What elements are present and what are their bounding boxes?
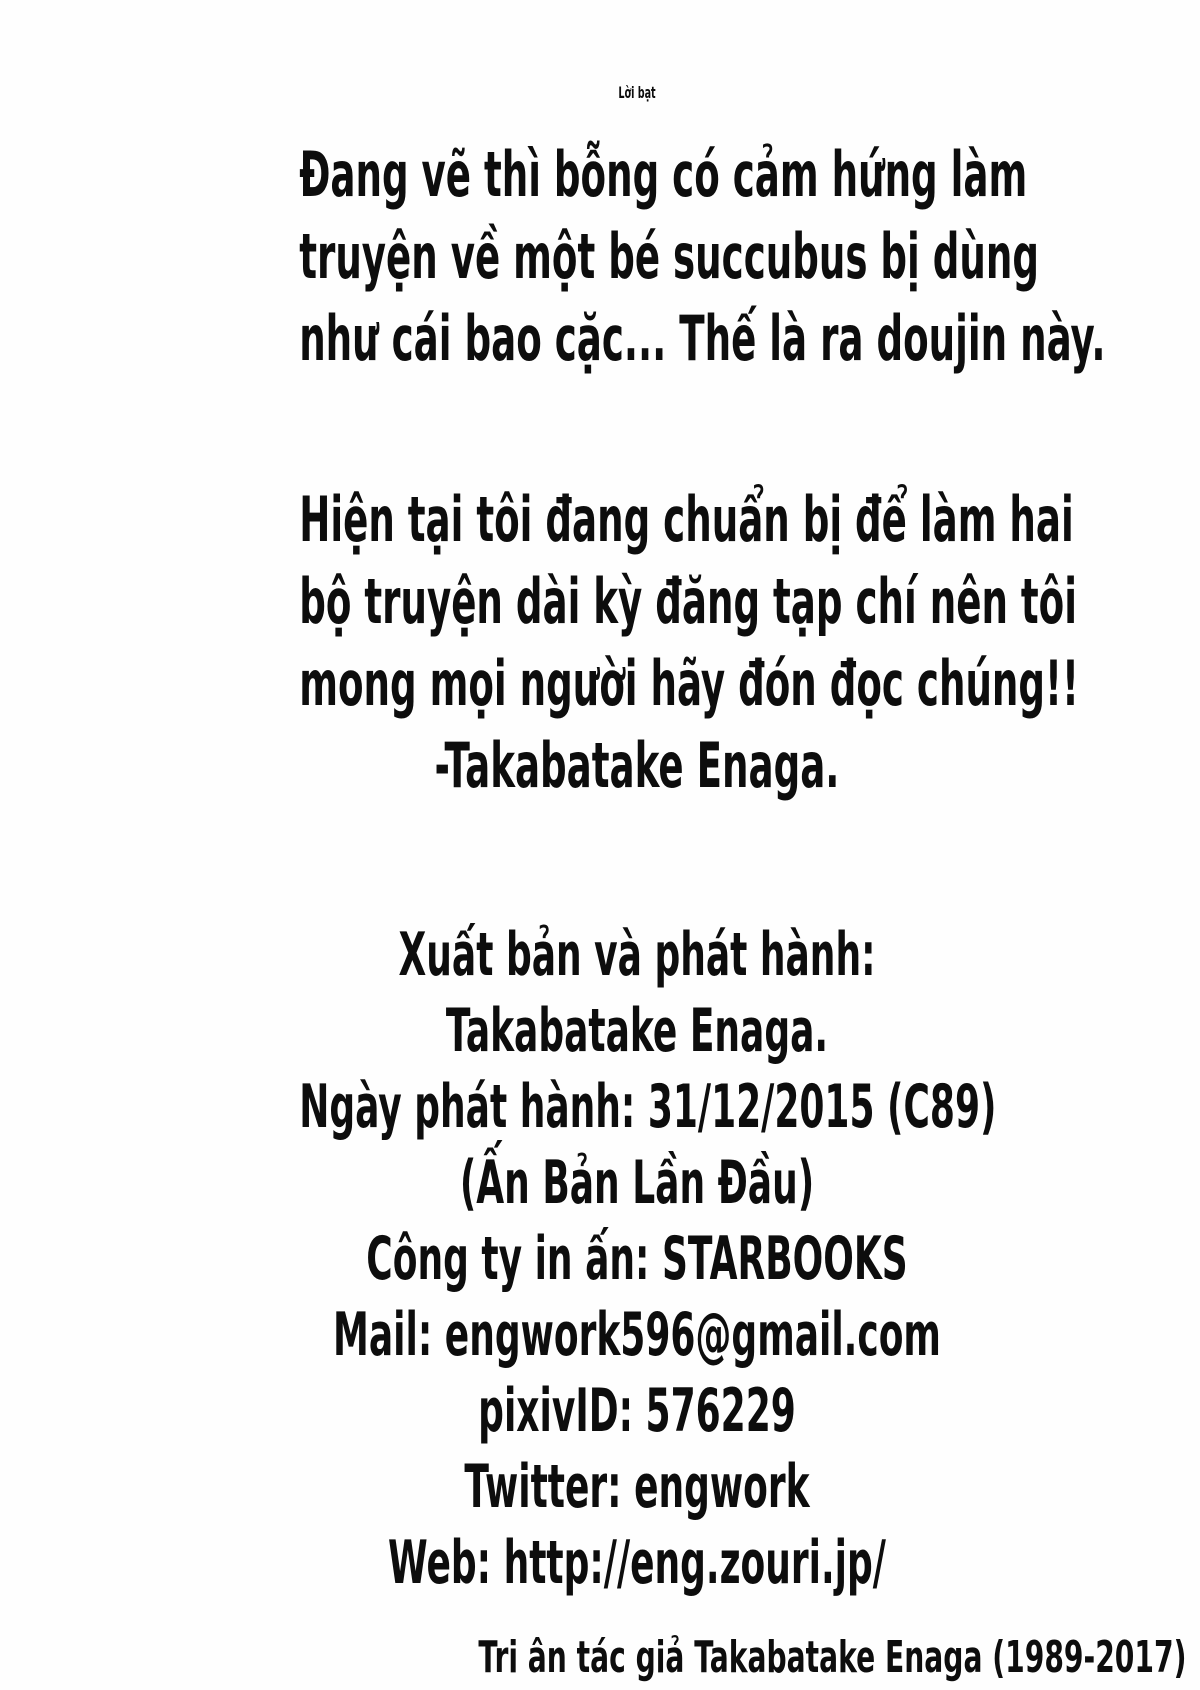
footer-gap [74,1601,1200,1628]
colophon-edition: (Ấn Bản Lần Đầu) [459,1148,815,1218]
afterword-title: Lời bạt [618,83,656,102]
section-gap [74,807,1200,917]
colophon-printer: Công ty in ấn: STARBOOKS [366,1224,908,1294]
colophon-publisher-label: Xuất bản và phát hành: [398,920,876,990]
afterword-para1-line3: như cái bao cặc... Thế là ra doujin này. [299,302,1106,375]
afterword-para1-line2: truyện về một bé succubus bị dùng [299,220,1039,293]
tribute-text: Tri ân tác giả Takabatake Enaga (1989-2017) [477,1632,1186,1683]
afterword-para2-line3: mong mọi người hãy đón đọc chúng!! [299,647,1079,720]
colophon-pixiv-id: pixivID: 576229 [478,1376,796,1446]
afterword-paragraph2 [74,479,1200,807]
paragraph-gap [74,380,1200,479]
colophon-twitter: Twitter: engwork [464,1452,810,1522]
colophon-website: Web: http://eng.zouri.jp/ [388,1528,886,1598]
author-signature: -Takabatake Enaga. [434,729,840,802]
colophon-release-date: Ngày phát hành: 31/12/2015 (C89) [299,1072,997,1142]
colophon-section [74,917,1200,1601]
tribute-footer [0,1628,1200,1688]
colophon-mail: Mail: engwork596@gmail.com [333,1300,941,1370]
afterword-para2-line2: bộ truyện dài kỳ đăng tạp chí nên tôi [299,565,1077,638]
afterword-para2-line1: Hiện tại tôi đang chuẩn bị để làm hai [299,483,1074,556]
colophon-publisher-name: Takabatake Enaga. [445,996,829,1066]
afterword-section [74,52,1200,380]
afterword-para1-line1: Đang vẽ thì bỗng có cảm hứng làm [299,138,1028,211]
